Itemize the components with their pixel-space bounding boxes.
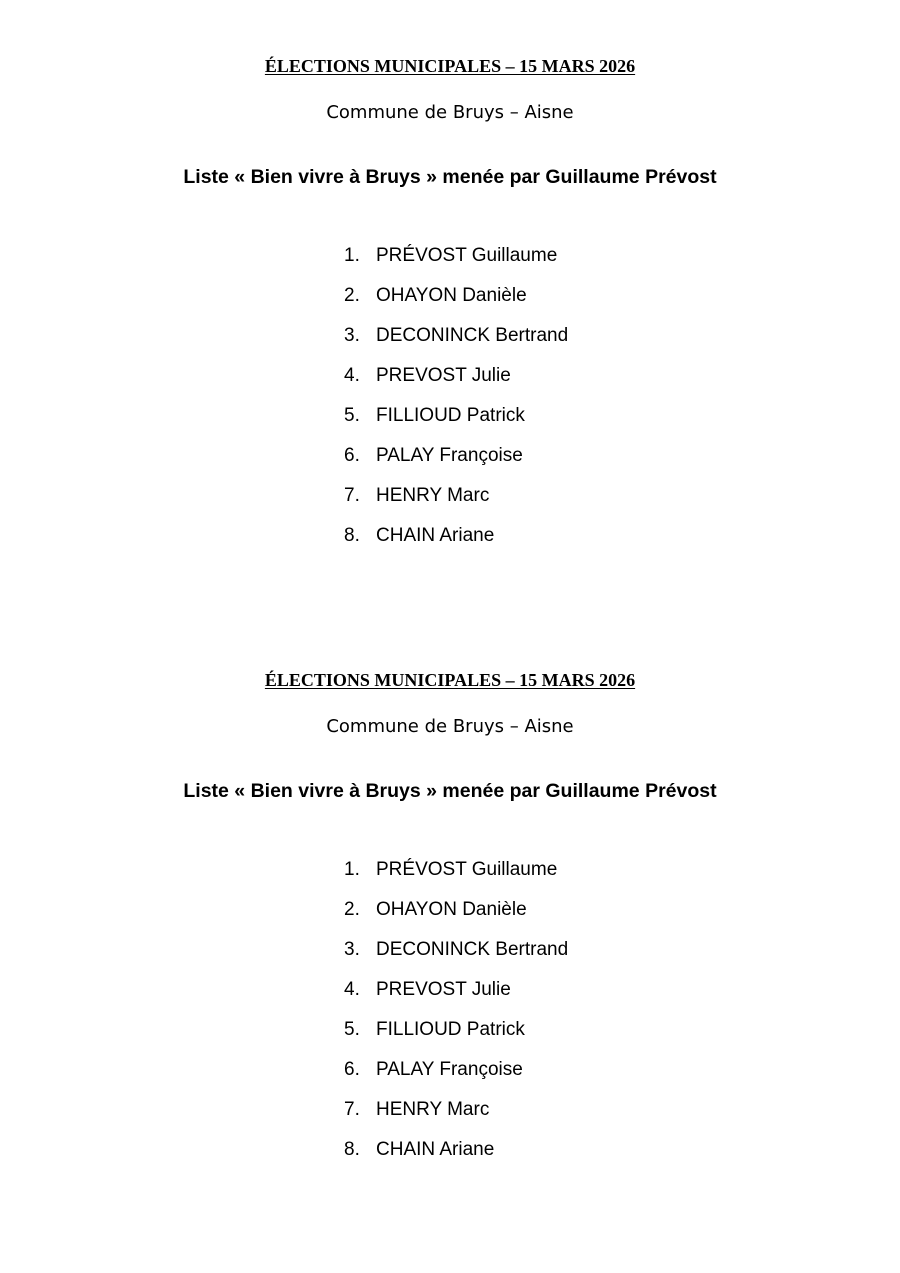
candidate-item (344, 937, 568, 977)
candidate-name: FILLIOUD Patrick (376, 405, 525, 426)
candidate-rank: 5. (344, 1019, 360, 1040)
candidate-name: PALAY Françoise (376, 445, 523, 466)
candidate-rank: 3. (344, 939, 360, 960)
candidate-rank: 7. (344, 1099, 360, 1120)
candidate-rank: 4. (344, 979, 360, 1000)
candidate-rank: 6. (344, 445, 360, 466)
candidate-list (344, 857, 568, 1177)
candidate-item (344, 1017, 568, 1057)
candidate-name: HENRY Marc (376, 485, 490, 506)
candidate-rank: 7. (344, 485, 360, 506)
candidate-rank: 4. (344, 365, 360, 386)
election-title: ÉLECTIONS MUNICIPALES – 15 MARS 2026 (264, 670, 636, 690)
candidate-rank: 8. (344, 1139, 360, 1160)
candidate-item (344, 897, 568, 937)
candidate-rank: 2. (344, 899, 360, 920)
candidate-rank: 2. (344, 285, 360, 306)
candidate-rank: 6. (344, 1059, 360, 1080)
candidate-item (344, 1137, 568, 1177)
candidate-item (344, 523, 568, 563)
candidate-name: OHAYON Danièle (376, 899, 527, 920)
candidate-rank: 1. (344, 859, 360, 880)
candidate-item (344, 403, 568, 443)
candidate-item (344, 483, 568, 523)
candidate-name: FILLIOUD Patrick (376, 1019, 525, 1040)
candidate-name: PRÉVOST Guillaume (376, 859, 558, 880)
candidate-list (344, 243, 568, 563)
list-heading: Liste « Bien vivre à Bruys » menée par Guillaume Prévost (183, 166, 717, 188)
candidate-name: PALAY Françoise (376, 1059, 523, 1080)
candidate-item (344, 1057, 568, 1097)
candidate-item (344, 977, 568, 1017)
candidate-rank: 5. (344, 405, 360, 426)
candidate-name: PRÉVOST Guillaume (376, 245, 558, 266)
candidate-name: CHAIN Ariane (376, 525, 495, 546)
candidate-item (344, 243, 568, 283)
candidate-item (344, 283, 568, 323)
commune-name: Commune de Bruys – Aisne (326, 102, 574, 123)
candidate-name: DECONINCK Bertrand (376, 325, 569, 346)
candidate-name: PREVOST Julie (376, 365, 511, 386)
candidate-rank: 1. (344, 245, 360, 266)
candidate-name: DECONINCK Bertrand (376, 939, 569, 960)
election-title: ÉLECTIONS MUNICIPALES – 15 MARS 2026 (264, 56, 636, 76)
candidate-item (344, 323, 568, 363)
candidate-name: PREVOST Julie (376, 979, 511, 1000)
candidate-name: HENRY Marc (376, 1099, 490, 1120)
candidate-name: OHAYON Danièle (376, 285, 527, 306)
candidate-item (344, 857, 568, 897)
list-heading: Liste « Bien vivre à Bruys » menée par Guillaume Prévost (183, 780, 717, 802)
candidate-item (344, 443, 568, 483)
candidate-name: CHAIN Ariane (376, 1139, 495, 1160)
candidate-rank: 3. (344, 325, 360, 346)
candidate-item (344, 1097, 568, 1137)
candidate-item (344, 363, 568, 403)
commune-name: Commune de Bruys – Aisne (326, 716, 574, 737)
candidate-rank: 8. (344, 525, 360, 546)
